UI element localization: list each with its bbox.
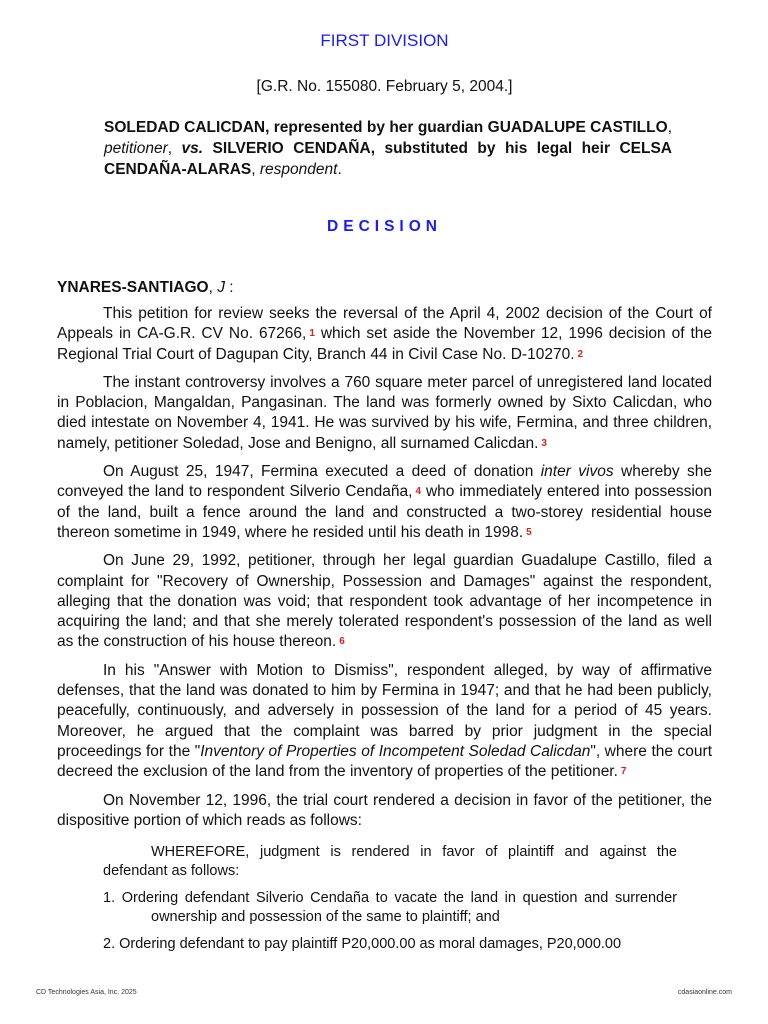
italic-term: Inventory of Properties of Incompetent Soledad Calicdan	[200, 742, 591, 760]
ponente-name: YNARES-SANTIAGO	[57, 279, 209, 296]
paragraph-3	[57, 462, 712, 543]
dispositive-quote	[103, 843, 677, 954]
paragraph-text: This petition for review seeks the reversal of the April 4, 2002 decision of the Court of Appeals in CA-G.R. CV No. 67266,	[57, 305, 712, 343]
paragraph-6: On November 12, 1996, the trial court rendered a decision in favor of the petitioner, the dispositive portion of which reads as follows:	[57, 791, 712, 829]
footnote-link[interactable]: 5	[526, 526, 532, 538]
separator: :	[224, 279, 234, 296]
decision-heading: DECISION	[327, 218, 442, 235]
italic-term: inter vivos	[540, 463, 614, 481]
paragraph-1	[57, 304, 712, 365]
paragraph-text: which set aside the November 12, 1996 decision of the Regional Trial Court of Dagupan City, Branch 44 in Civil Case No. D-10270.	[57, 325, 713, 363]
footnote-link[interactable]: 4	[415, 486, 422, 498]
versus-label: vs.	[181, 140, 204, 157]
footnote-link[interactable]: 2	[577, 348, 584, 360]
footnote-link[interactable]: 1	[309, 328, 315, 340]
separator: ,	[251, 161, 260, 178]
separator: ,	[167, 140, 182, 157]
ponente	[57, 279, 234, 297]
footer-site[interactable]: cdasiaonline.com	[677, 989, 732, 996]
footer-copyright: CD Technologies Asia, Inc. 2025	[36, 989, 137, 996]
separator: ,	[667, 119, 672, 136]
petitioner-name: SOLEDAD CALICDAN, represented by her guardian GUADALUPE CASTILLO	[104, 119, 668, 136]
paragraph-text: In his "Answer with Motion to Dismiss", respondent alleged, by way of affirmative defenses, that the land was donated to him by Fermina in 1947; and that he had been publicly, peacefully, continuously, and adversely in possession of the land for a period of 45 years. Moreover, he argued that the complaint was barred by prior judgment in the special proceedings for the "	[57, 661, 712, 760]
petitioner-role: petitioner	[104, 140, 168, 157]
quote-item: 1. Ordering defendant Silverio Cendaña to vacate the land in question and surrender ownership and possession of the same to plaintiff; and	[103, 890, 677, 926]
footnote-link[interactable]: 3	[541, 437, 547, 449]
paragraph-text: The instant controversy involves a 760 square meter parcel of unregistered land located in Poblacion, Mangaldan, Pangasinan. The land was formerly owned by Sixto Calicdan, who died intestate on November 4, 1941. He was survived by his wife, Fermina, and three children, namely, petitioner Soledad, Jose and Benigno, all surnamed Calicdan.	[57, 373, 712, 452]
paragraph-text: whereby she conveyed the land to respondent Silverio Cendaña,	[57, 463, 712, 501]
respondent-name: SILVERIO CENDAÑA, substituted by his legal heir CELSA CENDAÑA-ALARAS	[104, 140, 672, 178]
paragraph-4	[57, 551, 712, 652]
division-heading: FIRST DIVISION	[320, 31, 449, 50]
paragraph-text: On August 25, 1947, Fermina executed a deed of donation	[103, 463, 541, 481]
separator: .	[337, 161, 342, 178]
ponente-title: J	[217, 279, 225, 296]
case-parties	[104, 117, 672, 180]
paragraph-2	[57, 373, 712, 454]
case-number: [G.R. No. 155080. February 5, 2004.]	[256, 78, 513, 95]
paragraph-text: who immediately entered into possession of the land, built a fence around the land and constructed a two-storey residential house thereon sometime in 1949, where he resided until his death in 1998.	[57, 483, 713, 541]
respondent-role: respondent	[259, 161, 338, 178]
separator: ,	[208, 279, 218, 296]
footnote-link[interactable]: 6	[339, 636, 345, 648]
paragraph-text: On June 29, 1992, petitioner, through her legal guardian Guadalupe Castillo, filed a complaint for "Recovery of Ownership, Possession and Damages" against the respondent, alleging that the donation was void; that respondent took advantage of her incompetence in acquiring the land; and that she merely tolerated respondent's possession of the land as well as the construction of his house thereon.	[57, 552, 712, 651]
quote-item: 2. Ordering defendant to pay plaintiff P20,000.00 as moral damages, P20,000.00	[103, 936, 622, 953]
footnote-link[interactable]: 7	[620, 766, 627, 778]
paragraph-text: ", where the court decreed the exclusion of the land from the inventory of properties of the petitioner.	[57, 742, 712, 781]
decision-body	[57, 304, 712, 962]
quote-intro: WHEREFORE, judgment is rendered in favor of plaintiff and against the defendant as follows:	[103, 844, 677, 880]
paragraph-5	[57, 661, 712, 783]
